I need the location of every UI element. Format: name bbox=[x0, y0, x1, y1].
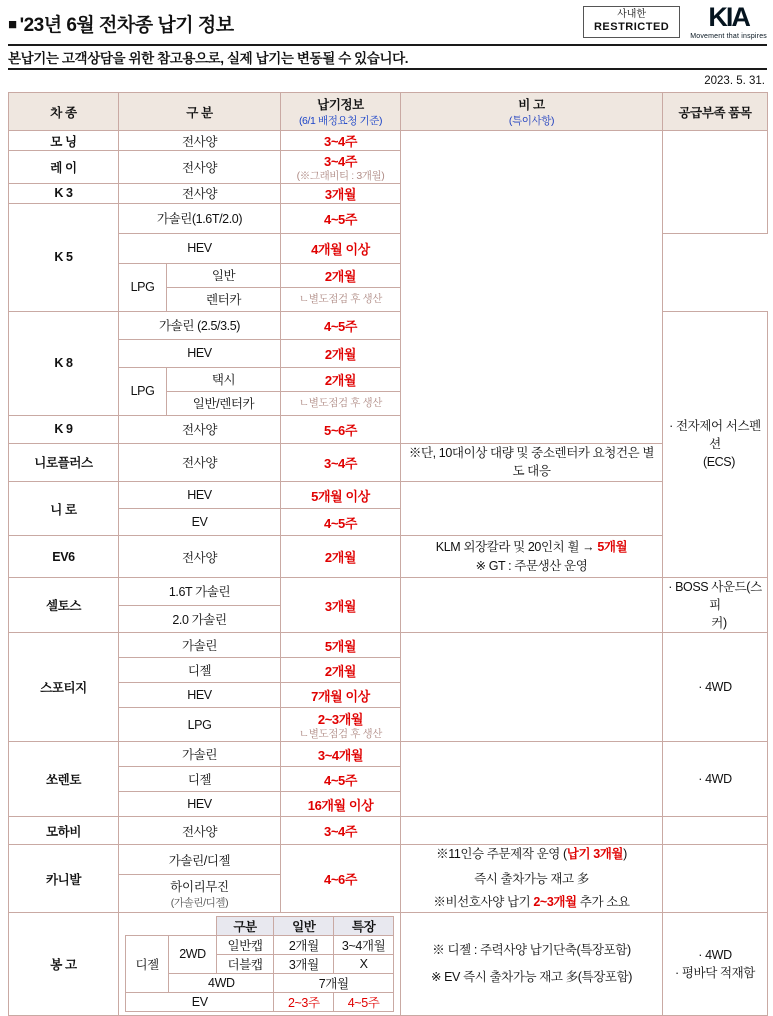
delivery bbox=[281, 683, 401, 708]
delivery bbox=[281, 263, 401, 287]
delivery-value: 3~4주 bbox=[323, 455, 357, 471]
restricted-line2: RESTRICTED bbox=[593, 21, 670, 34]
division: HEV bbox=[119, 792, 281, 817]
division: 택시 bbox=[167, 367, 281, 391]
brand-area bbox=[583, 4, 767, 40]
delivery-note: (※그래비티 : 3개월) bbox=[296, 170, 385, 182]
delivery bbox=[281, 367, 401, 391]
delivery bbox=[281, 817, 401, 845]
bongo-special: 3~4개월 bbox=[334, 935, 394, 954]
division: 가솔린 (2.5/3.5) bbox=[119, 311, 281, 339]
delivery bbox=[281, 233, 401, 263]
division: 일반 bbox=[167, 263, 281, 287]
bongo-normal: 3개월 bbox=[274, 954, 334, 973]
delivery-table bbox=[8, 92, 768, 1016]
delivery bbox=[281, 415, 401, 443]
delivery-value: 7개월 이상 bbox=[311, 688, 370, 704]
remark-carnival-1a: ※11인승 주문제작 운영 ( bbox=[436, 847, 567, 862]
document-header bbox=[0, 0, 773, 44]
division-label: 하이리무진 bbox=[170, 879, 229, 894]
division: 가솔린(1.6T/2.0) bbox=[119, 203, 281, 233]
division: 전사양 bbox=[119, 131, 281, 151]
restricted-line1: 사내한 bbox=[617, 8, 647, 20]
bongo-normal: 2~3주 bbox=[274, 992, 334, 1011]
division: 전사양 bbox=[119, 183, 281, 203]
delivery bbox=[281, 658, 401, 683]
division: 디젤 bbox=[119, 658, 281, 683]
table-row bbox=[9, 817, 768, 845]
remark-ev6-line2: ※ GT : 주문생산 운영 bbox=[475, 558, 588, 573]
division: 전사양 bbox=[119, 151, 281, 184]
delivery bbox=[281, 287, 401, 311]
bongo-cab: 더블캡 bbox=[216, 954, 274, 973]
remark-carnival-1c: ) bbox=[623, 847, 627, 862]
remark-bongo-2: ※ EV 즉시 출차가능 재고 多(특장포함) bbox=[430, 969, 633, 984]
bongo-normal: 7개월 bbox=[274, 973, 394, 992]
delivery-value: 2개월 bbox=[324, 550, 357, 566]
delivery-value: 3~4주 bbox=[323, 134, 357, 149]
bongo-blank bbox=[126, 916, 169, 935]
division: 가솔린/디젤 bbox=[119, 845, 281, 875]
document-date: 2023. 5. 31. bbox=[704, 75, 765, 87]
bongo-head-normal: 일반 bbox=[274, 916, 334, 935]
bongo-special: X bbox=[334, 954, 394, 973]
remark-carnival-3b: 2~3개월 bbox=[533, 894, 577, 909]
division: EV bbox=[119, 509, 281, 536]
division bbox=[119, 875, 281, 912]
bongo-cab: 일반캡 bbox=[216, 935, 274, 954]
division: 전사양 bbox=[119, 443, 281, 482]
division: 전사양 bbox=[119, 415, 281, 443]
delivery bbox=[281, 391, 401, 415]
delivery-value: 3~4개월 bbox=[317, 747, 364, 763]
bongo-subtable-cell bbox=[119, 912, 401, 1015]
delivery bbox=[281, 792, 401, 817]
remark-bongo bbox=[401, 912, 663, 1015]
remark-carnival-1b: 납기 3개월 bbox=[566, 847, 624, 862]
shortage-bongo-2: · 평바닥 적재함 bbox=[675, 965, 755, 980]
col-delivery-label: 납기정보 bbox=[317, 98, 364, 112]
delivery-value: 2개월 bbox=[324, 346, 357, 362]
delivery-value: 4개월 이상 bbox=[311, 241, 370, 257]
remark-ev6 bbox=[401, 536, 663, 578]
table-row bbox=[9, 131, 768, 151]
col-delivery bbox=[281, 93, 401, 131]
kia-tagline: Movement that inspires bbox=[690, 33, 767, 40]
model-name: 모 닝 bbox=[9, 131, 119, 151]
table-row bbox=[9, 482, 768, 509]
bongo-row bbox=[126, 992, 394, 1011]
division: 가솔린 bbox=[119, 633, 281, 658]
bongo-special: 4~5주 bbox=[334, 992, 394, 1011]
division-lpg: LPG bbox=[119, 263, 167, 311]
bongo-blank bbox=[169, 916, 216, 935]
shortage-empty bbox=[663, 845, 768, 912]
shortage-k8 bbox=[663, 311, 768, 578]
shortage-seltos bbox=[663, 578, 768, 633]
delivery bbox=[281, 311, 401, 339]
model-name: EV6 bbox=[9, 536, 119, 578]
division: 전사양 bbox=[119, 536, 281, 578]
delivery-value: 5~6주 bbox=[323, 422, 357, 438]
remark-carnival-2: 즉시 출차가능 재고 多 bbox=[474, 872, 589, 887]
bongo-drive: 4WD bbox=[169, 973, 274, 992]
delivery bbox=[281, 536, 401, 578]
delivery bbox=[281, 203, 401, 233]
model-name: 카니발 bbox=[9, 845, 119, 912]
table-row bbox=[9, 578, 768, 606]
model-name: 봉 고 bbox=[9, 912, 119, 1015]
shortage-empty-block bbox=[663, 131, 768, 234]
table-row-bongo bbox=[9, 912, 768, 1015]
division: LPG bbox=[119, 708, 281, 742]
delivery bbox=[281, 767, 401, 792]
col-model: 차 종 bbox=[9, 93, 119, 131]
delivery bbox=[281, 708, 401, 742]
delivery-note: ㄴ별도점검 후 생산 bbox=[299, 292, 382, 305]
delivery-value: 3개월 bbox=[324, 598, 357, 614]
shortage-sorento: · 4WD bbox=[663, 742, 768, 817]
remark-carnival-3a: ※비선호사양 납기 bbox=[433, 894, 534, 909]
col-delivery-sub: (6/1 배정요청 기준) bbox=[298, 115, 383, 127]
table-row bbox=[9, 633, 768, 658]
shortage-k8-line1: · 전자제어 서스펜션 bbox=[669, 419, 761, 452]
shortage-seltos-line1: · BOSS 사운드(스피 bbox=[668, 580, 762, 613]
bongo-drive: 2WD bbox=[169, 935, 216, 973]
delivery-value: 4~5주 bbox=[323, 211, 357, 227]
model-name: 니 로 bbox=[9, 482, 119, 536]
division: HEV bbox=[119, 683, 281, 708]
model-name: K 8 bbox=[9, 311, 119, 415]
delivery bbox=[281, 509, 401, 536]
delivery-value: 3~4주 bbox=[323, 154, 357, 169]
delivery-value: 3~4주 bbox=[323, 824, 357, 840]
remark-ev6-line1-red: 5개월 bbox=[597, 539, 628, 554]
remark-empty bbox=[401, 817, 663, 845]
remark-empty bbox=[401, 633, 663, 742]
table-row bbox=[9, 443, 768, 482]
division-lpg: LPG bbox=[119, 367, 167, 415]
delivery-value: 5개월 bbox=[324, 638, 357, 654]
model-name: 쏘렌토 bbox=[9, 742, 119, 817]
shortage-sportage: · 4WD bbox=[663, 633, 768, 742]
bongo-normal: 2개월 bbox=[274, 935, 334, 954]
division: 일반/렌터카 bbox=[167, 391, 281, 415]
bongo-drive: EV bbox=[126, 992, 274, 1011]
model-name: 스포티지 bbox=[9, 633, 119, 742]
bongo-subtable bbox=[125, 916, 394, 1012]
delivery bbox=[281, 339, 401, 367]
delivery-value: 4~5주 bbox=[323, 515, 357, 531]
remark-empty bbox=[401, 482, 663, 536]
delivery bbox=[281, 131, 401, 151]
bongo-header-row bbox=[126, 916, 394, 935]
model-name: 셀토스 bbox=[9, 578, 119, 633]
delivery bbox=[281, 443, 401, 482]
division: 디젤 bbox=[119, 767, 281, 792]
shortage-bongo-1: · 4WD bbox=[698, 947, 732, 962]
remark-bongo-1: ※ 디젤 : 주력사양 납기단축(특장포함) bbox=[432, 942, 631, 957]
division: 가솔린 bbox=[119, 742, 281, 767]
remark-empty bbox=[401, 742, 663, 817]
page-title bbox=[8, 10, 234, 37]
delivery bbox=[281, 742, 401, 767]
delivery-value: 2개월 bbox=[324, 268, 357, 284]
shortage-empty bbox=[663, 817, 768, 845]
bongo-head-special: 특장 bbox=[334, 916, 394, 935]
remark-niroplus: ※단, 10대이상 대량 및 중소렌터카 요청건은 별도 대응 bbox=[401, 443, 663, 482]
title-bullet-icon: ■ bbox=[8, 16, 17, 33]
col-remark-sub: (특이사항) bbox=[508, 115, 555, 127]
delivery-note: ㄴ별도점검 후 생산 bbox=[299, 728, 382, 741]
col-shortage: 공급부족 품목 bbox=[663, 93, 768, 131]
division: HEV bbox=[119, 339, 281, 367]
division: HEV bbox=[119, 482, 281, 509]
kia-logo-text: KIA bbox=[708, 2, 749, 32]
division-sub: (가솔린/디젤) bbox=[170, 896, 229, 909]
bongo-row bbox=[126, 935, 394, 954]
model-name: K 9 bbox=[9, 415, 119, 443]
delivery-value: 16개월 이상 bbox=[307, 797, 374, 813]
remark-carnival-3c: 추가 소요 bbox=[576, 894, 630, 909]
shortage-seltos-line2: 커) bbox=[711, 616, 727, 631]
col-remark-label: 비 고 bbox=[518, 98, 545, 112]
shortage-bongo bbox=[663, 912, 768, 1015]
model-name: 레 이 bbox=[9, 151, 119, 184]
delivery bbox=[281, 633, 401, 658]
bongo-fuel: 디젤 bbox=[126, 935, 169, 992]
delivery bbox=[281, 578, 401, 633]
notice-text: 본납기는 고객상담을 위한 참고용으로, 실제 납기는 변동될 수 있습니다. bbox=[8, 51, 409, 66]
remark-carnival bbox=[401, 845, 663, 912]
delivery bbox=[281, 151, 401, 184]
delivery bbox=[281, 845, 401, 912]
remark-empty bbox=[401, 578, 663, 633]
table-row bbox=[9, 742, 768, 767]
table-header-row bbox=[9, 93, 768, 131]
bongo-head-division: 구분 bbox=[216, 916, 274, 935]
delivery-value: 2~3개월 bbox=[317, 712, 364, 728]
col-division: 구 분 bbox=[119, 93, 281, 131]
kia-logo bbox=[690, 4, 767, 40]
delivery-value: 5개월 이상 bbox=[311, 488, 370, 504]
delivery-value: 3개월 bbox=[324, 186, 357, 202]
restricted-badge bbox=[583, 6, 680, 38]
remark-empty-block bbox=[401, 131, 663, 444]
table-row bbox=[9, 536, 768, 578]
delivery-value: 4~5주 bbox=[323, 772, 357, 788]
delivery-value: 4~5주 bbox=[323, 318, 357, 334]
model-name: K 3 bbox=[9, 183, 119, 203]
shortage-k8-line2: (ECS) bbox=[702, 455, 736, 470]
division: 전사양 bbox=[119, 817, 281, 845]
division: 2.0 가솔린 bbox=[119, 605, 281, 633]
notice-bar bbox=[8, 44, 767, 87]
table-row bbox=[9, 845, 768, 875]
delivery-value: 2개월 bbox=[324, 372, 357, 388]
delivery-value: 2개월 bbox=[324, 663, 357, 679]
delivery-note: ㄴ별도점검 후 생산 bbox=[299, 396, 382, 409]
division: 1.6T 가솔린 bbox=[119, 578, 281, 606]
delivery bbox=[281, 183, 401, 203]
model-name: 니로플러스 bbox=[9, 443, 119, 482]
remark-ev6-line1-pre: KLM 외장칼라 및 20인치 휠 → bbox=[435, 539, 598, 554]
page-title-text: '23년 6월 전차종 납기 정보 bbox=[19, 15, 234, 36]
delivery bbox=[281, 482, 401, 509]
delivery-value: 4~6주 bbox=[323, 872, 357, 888]
model-name: K 5 bbox=[9, 203, 119, 311]
model-name: 모하비 bbox=[9, 817, 119, 845]
division: HEV bbox=[119, 233, 281, 263]
division: 렌터카 bbox=[167, 287, 281, 311]
col-remark bbox=[401, 93, 663, 131]
